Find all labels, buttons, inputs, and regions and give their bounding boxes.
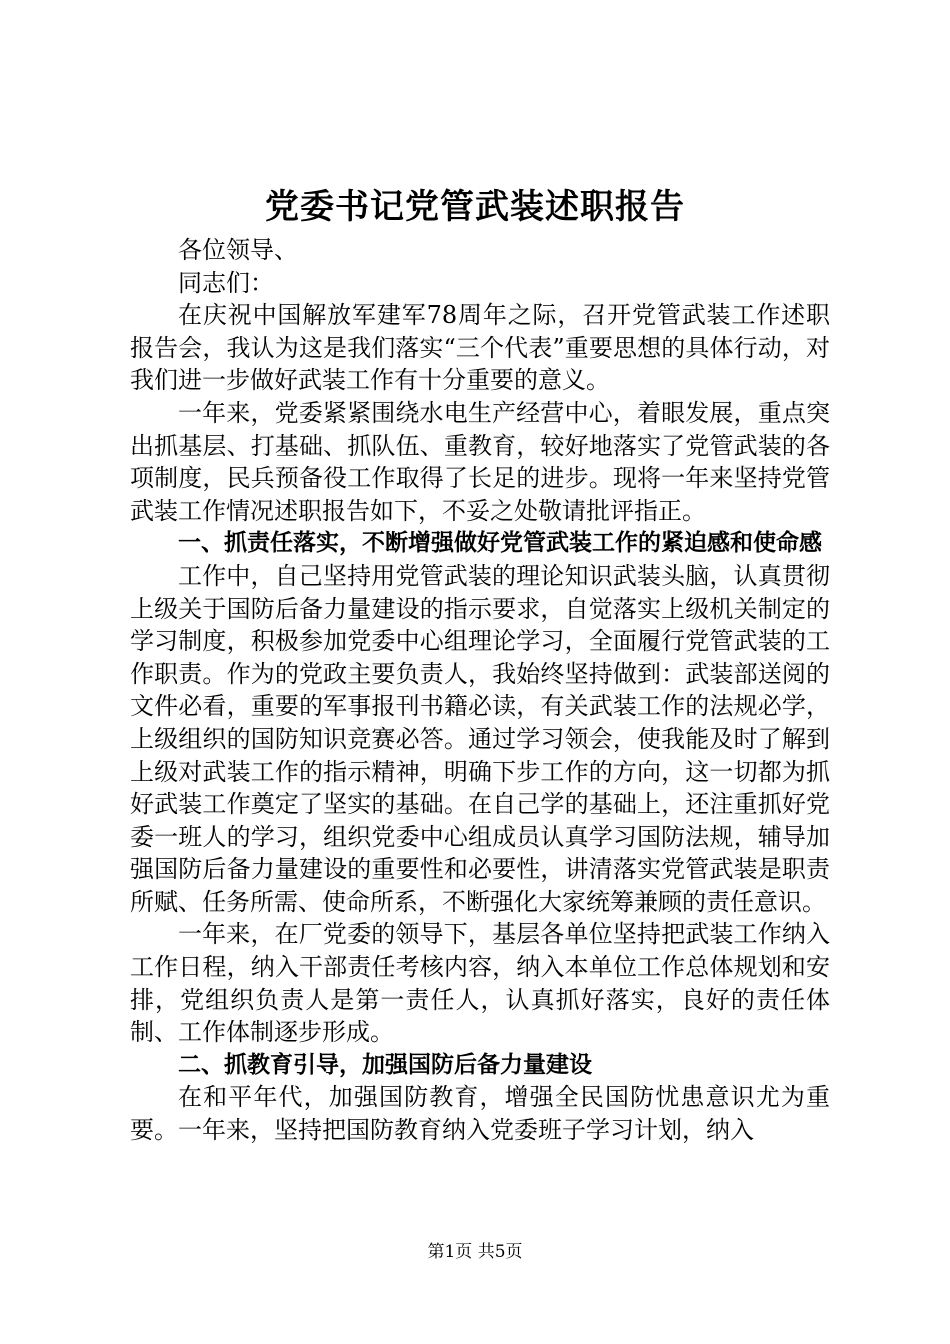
- document-body: [130, 234, 830, 1147]
- paragraph: 在和平年代，加强国防教育，增强全民国防忧患意识尤为重要。一年来，坚持把国防教育纳入党委班子学习计划，纳入: [130, 1083, 830, 1145]
- section-heading: 一、抓责任落实，不断增强做好党管武装工作的紧迫感和使命感: [178, 530, 822, 557]
- page-footer: 第1页 共5页: [427, 1242, 523, 1262]
- paragraph: 一年来，在厂党委的领导下，基层各单位坚持把武装工作纳入工作日程，纳入干部责任考核内容，纳入本单位工作总体规划和安排，党组织负责人是第一责任人，认真抓好落实，良好的责任体制、工作体制逐步形成。: [130, 920, 830, 1047]
- paragraph: 同志们：: [178, 268, 274, 297]
- paragraph: 各位领导、: [178, 236, 298, 264]
- paragraph: 一年来，党委紧紧围绕水电生产经营中心，着眼发展，重点突出抓基层、打基础、抓队伍、重教育，较好地落实了党管武装的各项制度，民兵预备役工作取得了长足的进步。现将一年来坚持党管武装工作情况述职报告如下，不妥之处敬请批评指正。: [130, 398, 830, 525]
- paragraph: 在庆祝中国解放军建军78周年之际，召开党管武装工作述职报告会，我认为这是我们落实“三个代表”重要思想的具体行动，对我们进一步做好武装工作有十分重要的意义。: [130, 301, 830, 395]
- section-heading: 二、抓教育引导，加强国防后备力量建设: [178, 1051, 592, 1078]
- document-title: 党委书记党管武装述职报告: [265, 187, 685, 227]
- paragraph: 工作中，自己坚持用党管武装的理论知识武装头脑，认真贯彻上级关于国防后备力量建设的指示要求，自觉落实上级机关制定的学习制度，积极参加党委中心组理论学习，全面履行党管武装的工作职责。作为的党政主要负责人，我始终坚持做到：武装部送阅的文件必看，重要的军事报刊书籍必读，有关武装工作的法规必学，上级组织的国防知识竞赛必答。通过学习领会，使我能及时了解到上级对武装工作的指示精神，明确下步工作的方向，这一切都为抓好武装工作奠定了坚实的基础。在自己学的基础上，还注重抓好党委一班人的学习，组织党委中心组成员认真学习国防法规，辅导加强国防后备力量建设的重要性和必要性，讲清落实党管武装是职责所赋、任务所需、使命所系，不断强化大家统筹兼顾的责任意识。: [130, 561, 830, 916]
